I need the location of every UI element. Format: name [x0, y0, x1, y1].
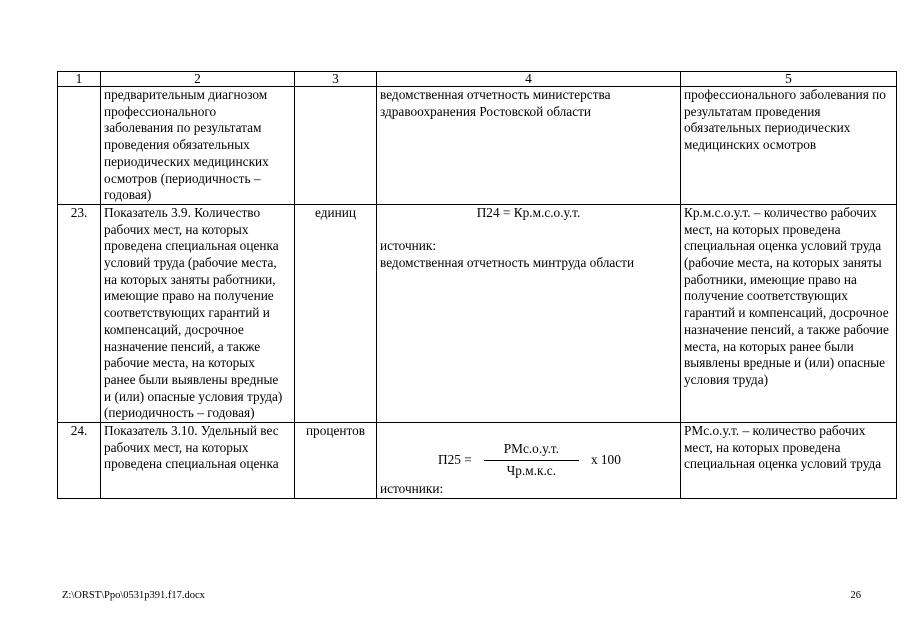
fraction-denominator: Чр.м.к.с. [506, 462, 557, 478]
formula-cell: ведомственная отчетность министерства здравоохранения Ростовской области [377, 87, 681, 205]
unit-cell: процентов [295, 423, 377, 499]
fraction-numerator: РМс.о.у.т. [484, 441, 579, 461]
description-cell: профессионального заболевания по результатам проведения обязательных периодических медицинских осмотров [681, 87, 897, 205]
header-col-5: 5 [681, 72, 897, 87]
page-number: 26 [850, 590, 861, 601]
formula-text: П24 = Кр.м.с.о.у.т. [476, 204, 581, 220]
table-row-24 [58, 423, 897, 499]
unit-cell [295, 87, 377, 205]
unit-cell: единиц [295, 204, 377, 422]
header-row [58, 72, 897, 87]
header-col-3: 3 [295, 72, 377, 87]
formula-lhs: П25 = [438, 451, 472, 467]
row-number-cell [58, 87, 101, 205]
indicator-name-cell [101, 87, 295, 205]
formula-cell [377, 204, 681, 422]
source-text: ведомственная отчетность минтруда области [380, 255, 635, 271]
description-cell: РМс.о.у.т. – количество рабочих мест, на которых проведена специальная оценка условий труда [681, 423, 897, 499]
file-path: Z:\ORST\Ppo\0531p391.f17.docx [62, 590, 205, 601]
formula-multiplier: х 100 [590, 451, 621, 467]
fraction-formula [438, 441, 621, 479]
indicator-name-text: Показатель 3.10. Удельный вес рабочих мест, на которых проведена специальная оценка [104, 423, 279, 472]
header-col-4: 4 [377, 72, 681, 87]
indicator-name-cell [101, 204, 295, 422]
formula-cell [377, 423, 681, 499]
table-row-23 [58, 204, 897, 422]
indicator-table [57, 71, 897, 499]
source-label: источники: [380, 481, 444, 497]
source-label: источник: [380, 238, 437, 254]
table-row-continuation [58, 87, 897, 205]
row-number-cell: 24. [58, 423, 101, 499]
fraction [484, 441, 579, 479]
indicator-name-text: Показатель 3.9. Количество рабочих мест, на которых проведена специальная оценка условий труда (рабочие места, на которых заняты работники, имеющие право на получение соответствующих гарантий и компенсаций, досрочное назначение пенсий, а также рабочие места, на которых ранее были выявлены вредные и (или) опасные условия труда) (периодичность – годовая) [104, 204, 283, 421]
description-cell: Кр.м.с.о.у.т. – количество рабочих мест, на которых проведена специальная оценка условий труда (рабочие места, на которых заняты работники, имеющие право на получение соответствующих гарантий и компенсаций, досрочное назначение пенсий, а также рабочие места, на которых ранее были выявлены вредные и (или) опасные условия труда) [681, 204, 897, 422]
indicator-name-cell [101, 423, 295, 499]
indicator-name-text: предварительным диагнозом профессионального заболевания по результатам проведения обязательных периодических медицинских осмотров (периодичность – годовая) [104, 87, 269, 203]
header-col-1: 1 [58, 72, 101, 87]
header-col-2: 2 [101, 72, 295, 87]
row-number-cell: 23. [58, 204, 101, 422]
